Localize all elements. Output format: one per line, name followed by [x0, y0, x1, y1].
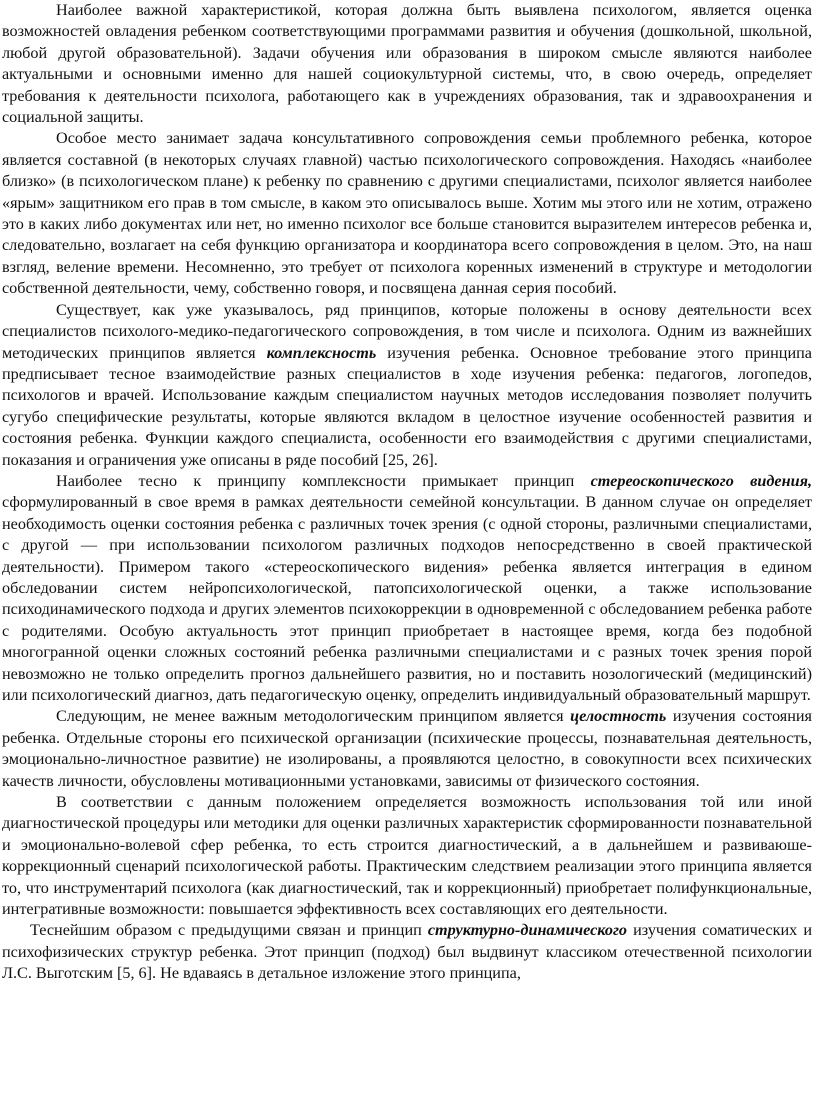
- paragraph-text: Теснейшим образом с предыдущими связан и принцип: [30, 921, 428, 940]
- paragraph-text: Наиболее важной характеристикой, которая должна быть выявлена психологом, является оценка возможностей овладения ребенком соответствующими программами развития и обучения (дошкольной, школьной, любой другой образовательной). Задачи обучения или образования в широком смысле являются наиболее актуальными и основными именно для нашей социокультурной системы, что, в свою очередь, определяет требования к деятельности психолога, работающего как в учреждениях образования, так и здравоохранения и социальной защиты.: [2, 1, 812, 127]
- paragraph-diagnostic-procedure: [2, 792, 812, 920]
- emphasis-term-complexity: комплексность: [266, 343, 377, 362]
- emphasis-term-stereoscopic: стереоскопического видения,: [590, 471, 812, 490]
- emphasis-term-integrity: целостность: [570, 707, 667, 726]
- paragraph-text: Наиболее тесно к принципу комплексности примыкает принцип: [56, 471, 591, 490]
- paragraph-text: Следующим, не менее важным методологическим принципом является: [56, 707, 571, 726]
- paragraph-text: Особое место занимает задача консультативного сопровождения семьи проблемного ребенка, которое является составной (в некоторых случаях главной) частью психологического сопровождения. Находясь «наиболее близко» (в психологическом плане) к ребенку по сравнению с другими специалистами, психолог является наиболее «ярым» защитником его прав в том смысле, в каком это описывалось выше. Хотим мы этого или не хотим, отражено это в каких либо документах или нет, но именно психолог все больше становится выразителем интересов ребенка и, следовательно, возлагает на себя функцию организатора и координатора всего сопровождения в целом. Это, на наш взгляд, веление времени. Несомненно, это требует от психолога коренных изменений в структуре и методологии собственной деятельности, чему, собственно говоря, и посвящена данная серия пособий.: [2, 129, 812, 298]
- paragraph-text: изучения ребенка. Основное требование этого принципа предписывает тесное взаимодействие разных специалистов в ходе изучения ребенка: педагогов, логопедов, психологов и врачей. Использование каждым специалистом научных методов исследования позволяет получить сугубо специфические результаты, которые являются вкладом в целостное изучение особенностей развития и состояния ребенка. Функции каждого специалиста, особенности его взаимодействия с другими специалистами, показания и ограничения уже описаны в ряде пособий [25, 26].: [2, 343, 812, 469]
- paragraph-text: сформулированный в свое время в рамках деятельности семейной консультации. В данном случае он определяет необходимость оценки состояния ребенка с различных точек зрения (с одной стороны, различными специалистами, с другой — при использовании психологом различных подходов непосредственно в своей практической деятельности). Примером такого «стереоскопического видения» ребенка является интеграция в едином обследовании систем нейропсихологической, патопсихологической оценки, а также использование психодинамического подхода и других элементов психокоррекции в одновременной с обследованием ребенка работе с родителями. Особую актуальность этот принцип приобретает в настоящее время, когда без подобной многогранной оценки сложных состояний ребенка различными специалистами и с разных точек зрения порой невозможно не только определить прогноз дальнейшего развития, но и поставить нозологический (медицинский) или психологический диагноз, дать педагогическую оценку, определить индивидуальный образовательный маршрут.: [2, 493, 812, 704]
- paragraph-text: В соответствии с данным положением определяется возможность использования той или иной диагностической процедуры или методики для оценки различных характеристик сформированности познавательной и эмоционально-волевой сфер ребенка, то есть строится диагностический, а в дальнейшем и развиваюше-коррекционный сценарий психологической работы. Практическим следствием реализации этого принципа является то, что инструментарий психолога (как диагностический, так и коррекционный) приобретает полифункциональные, интегративные возможности: повышается эффективность всех составляющих его деятельности.: [2, 793, 812, 919]
- paragraph-text: изучения состояния ребенка. Отдельные стороны его психической организации (психические процессы, познавательная деятельность, эмоционально-личностное развитие) не изолированы, а проявляются целостно, в совокупности всех психических качеств личности, обусловлены мотивационными установками, зависимы от физического состояния.: [2, 707, 812, 790]
- paragraph-family-support: [2, 128, 812, 299]
- paragraph-stereoscopic-principle: [2, 471, 812, 706]
- paragraph-structural-dynamic-principle: [2, 920, 812, 984]
- paragraph-integrity-principle: [2, 706, 812, 792]
- paragraph-text: Существует, как уже указывалось, ряд принципов, которые положены в основу деятельности всех специалистов психолого-медико-педагогического сопровождения, в том числе и психолога. Одним из важнейших методических принципов является: [2, 300, 812, 362]
- paragraph-assessment: [2, 0, 812, 128]
- emphasis-term-structural-dynamic: структурно-динамического: [427, 921, 628, 940]
- paragraph-text: изучения соматических и психофизических структур ребенка. Этот принцип (подход) был выдвинут классиком отечественной психологии Л.С. Выготским [5, 6]. Не вдаваясь в детальное изложение этого принципа,: [2, 921, 812, 983]
- paragraph-complexity-principle: [2, 300, 812, 471]
